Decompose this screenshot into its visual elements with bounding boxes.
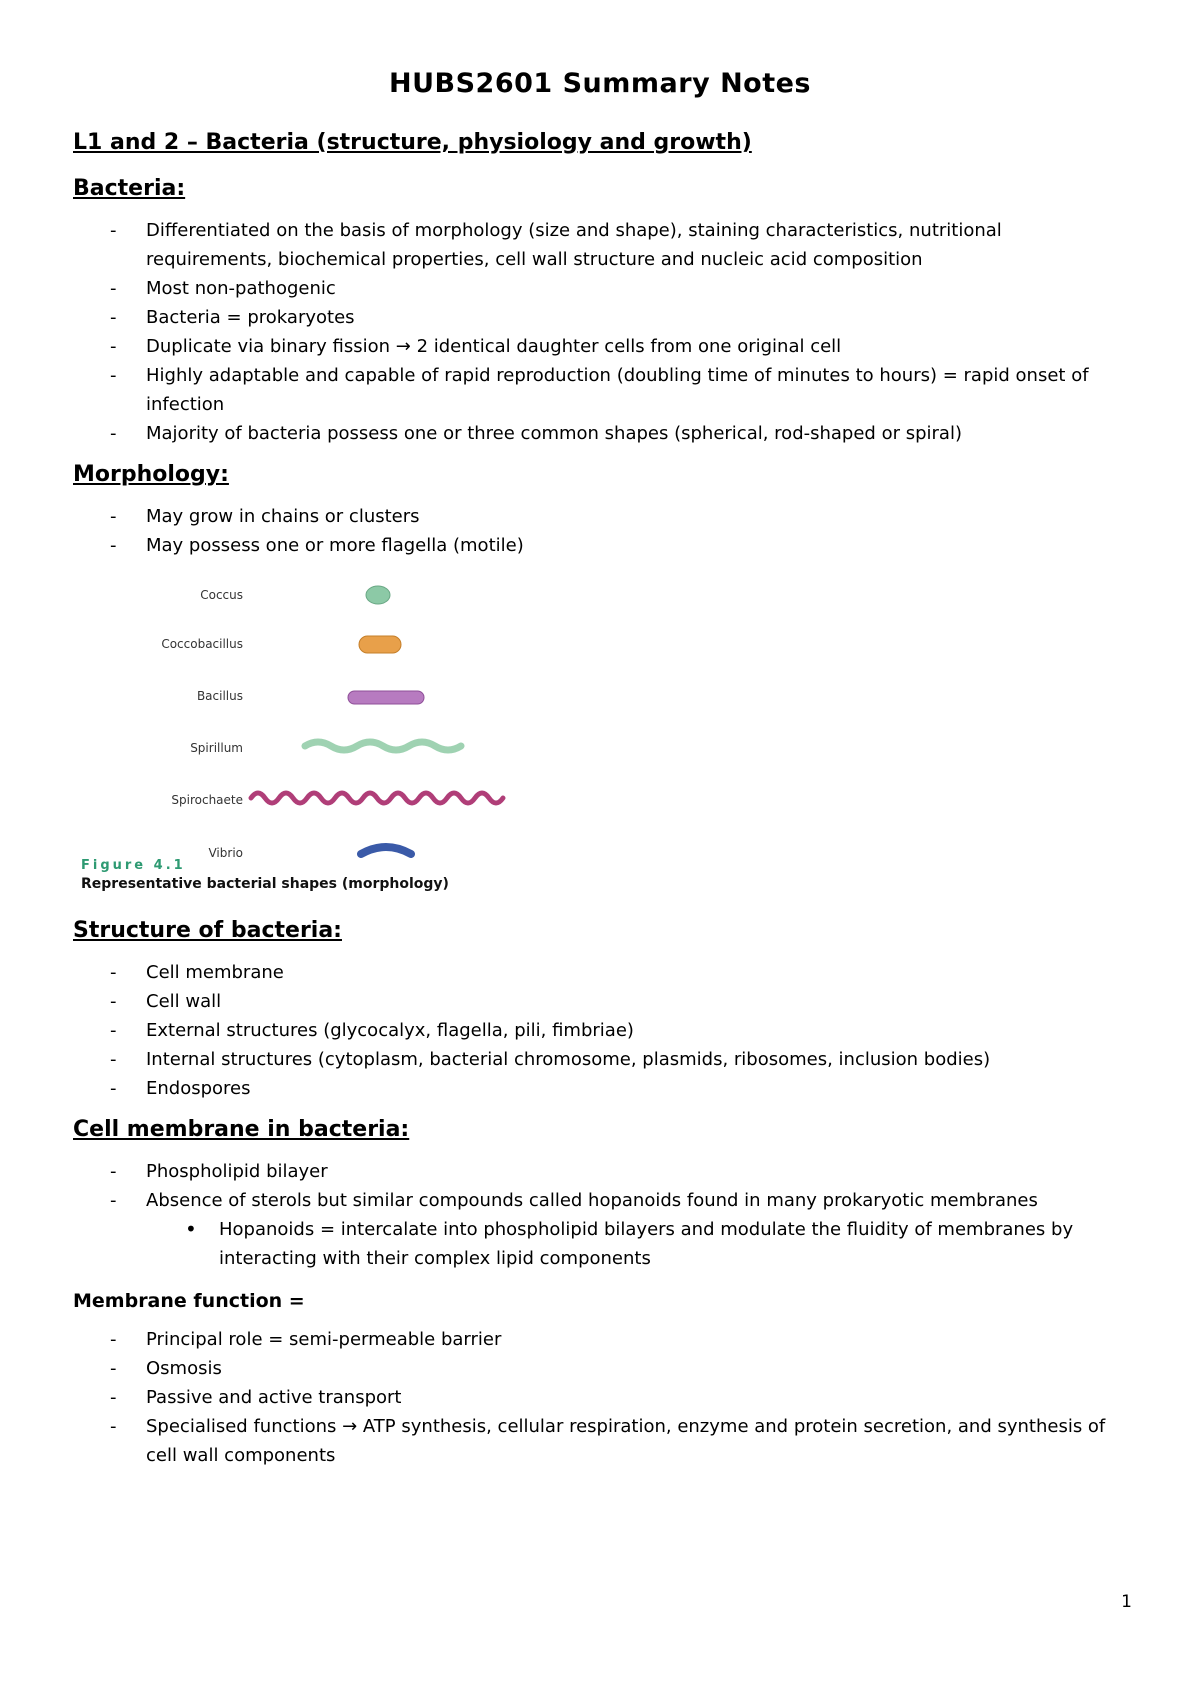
document-body (73, 126, 1133, 1470)
list-item: - Principal role = semi-permeable barrier (73, 1325, 1133, 1354)
structure-list (73, 958, 1133, 1103)
lecture-heading: L1 and 2 – Bacteria (structure, physiology and growth) (73, 130, 752, 155)
list-item: - May possess one or more flagella (motile) (73, 531, 1133, 560)
list-item: - Differentiated on the basis of morphology (size and shape), staining characteristics, nutritional requirements, biochemical properties, cell wall structure and nucleic acid composition (73, 216, 1133, 274)
bacteria-shapes-illustration (73, 562, 593, 862)
list-item: - Bacteria = prokaryotes (73, 303, 1133, 332)
list-item: - Absence of sterols but similar compounds called hopanoids found in many prokaryotic membranes (73, 1186, 1133, 1215)
figure-number: Figure 4.1 (81, 858, 186, 873)
list-item: - Highly adaptable and capable of rapid reproduction (doubling time of minutes to hours) = rapid onset of infection (73, 361, 1133, 419)
list-item: • Hopanoids = intercalate into phospholipid bilayers and modulate the fluidity of membranes by interacting with their complex lipid components (73, 1215, 1133, 1273)
list-item: - Internal structures (cytoplasm, bacterial chromosome, plasmids, ribosomes, inclusion bodies) (73, 1045, 1133, 1074)
subheading-membrane-function: Membrane function = (73, 1290, 305, 1312)
bacterial-shapes-figure (73, 562, 593, 902)
list-item: - Phospholipid bilayer (73, 1157, 1133, 1186)
membrane-function-list (73, 1325, 1133, 1470)
label-spirillum: Spirillum (190, 741, 243, 755)
cell-membrane-list (73, 1157, 1133, 1215)
section-heading-morphology: Morphology: (73, 462, 229, 487)
document-title: HUBS2601 Summary Notes (389, 68, 811, 99)
spirochaete-shape (251, 793, 503, 803)
list-item: - Osmosis (73, 1354, 1133, 1383)
bacteria-list (73, 216, 1133, 448)
label-vibrio: Vibrio (208, 846, 243, 860)
vibrio-shape (361, 847, 411, 854)
list-item: - Cell wall (73, 987, 1133, 1016)
label-spirochaete: Spirochaete (171, 793, 243, 807)
label-coccus: Coccus (200, 588, 243, 602)
list-item: - Passive and active transport (73, 1383, 1133, 1412)
list-item: - External structures (glycocalyx, flagella, pili, fimbriae) (73, 1016, 1133, 1045)
section-heading-structure: Structure of bacteria: (73, 918, 342, 943)
figure-caption: Representative bacterial shapes (morphology) (81, 876, 449, 892)
list-item: - Specialised functions → ATP synthesis, cellular respiration, enzyme and protein secretion, and synthesis of cell wall components (73, 1412, 1133, 1470)
section-heading-cell-membrane: Cell membrane in bacteria: (73, 1117, 410, 1142)
page-number: 1 (1121, 1592, 1132, 1612)
list-item: - Duplicate via binary fission → 2 identical daughter cells from one original cell (73, 332, 1133, 361)
list-item: - Majority of bacteria possess one or three common shapes (spherical, rod-shaped or spiral) (73, 419, 1133, 448)
list-item: - May grow in chains or clusters (73, 502, 1133, 531)
coccobacillus-shape (359, 636, 401, 653)
cell-membrane-sublist (73, 1215, 1133, 1273)
list-item: - Cell membrane (73, 958, 1133, 987)
section-heading-bacteria: Bacteria: (73, 176, 186, 201)
label-bacillus: Bacillus (196, 689, 243, 703)
morphology-list (73, 502, 1133, 560)
spirillum-shape (305, 742, 461, 750)
coccus-shape (366, 586, 390, 604)
list-item: - Most non-pathogenic (73, 274, 1133, 303)
bacillus-shape (348, 691, 424, 704)
list-item: - Endospores (73, 1074, 1133, 1103)
label-coccobacillus: Coccobacillus (161, 637, 243, 651)
